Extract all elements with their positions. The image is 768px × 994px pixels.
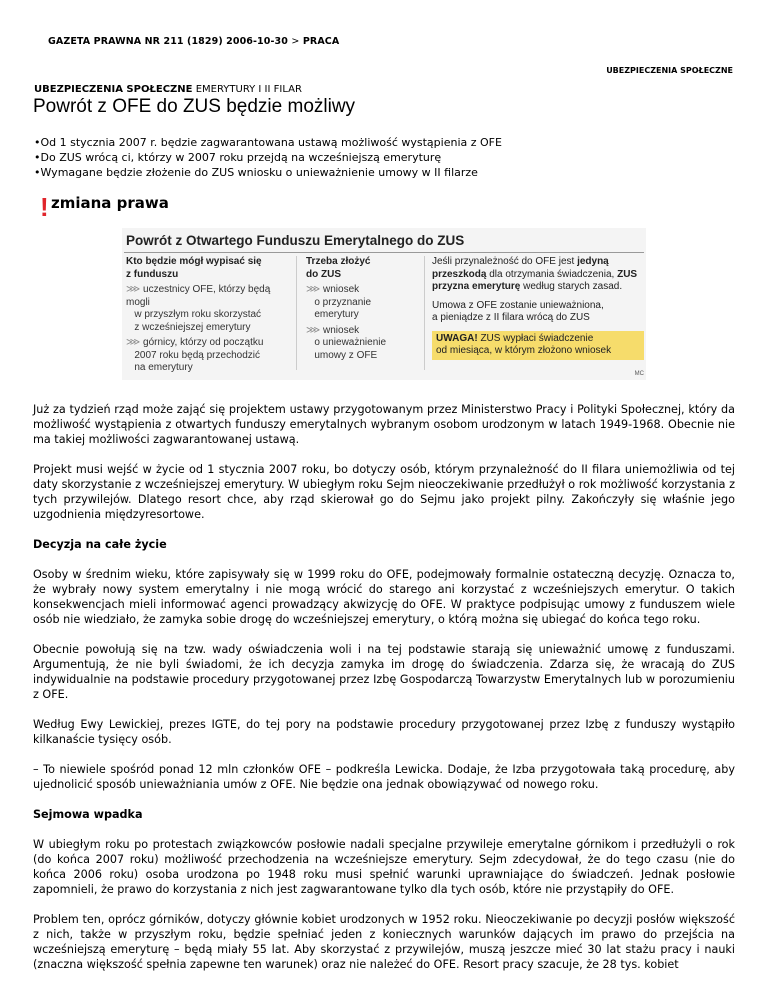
paragraph: W ubiegłym roku po protestach związkowców posłowie nadali specjalne przywileje emerytalne górnikom i przedłużyli o rok (do końca 2007 roku) możliwość przechodzenia na wcześniejsze emerytury. Sejm zdecydował, że do tego czasu (nie do końca 2006 roku) osoba urodzona po 1948 roku musi spełnić warunki uprawniające do świadczeń. Jednak posłowie zapomnieli, że prawo do korzystania z nich jest zagwarantowane tylko dla tych osób, które nie przystąpiły do OFE. — [33, 838, 735, 896]
breadcrumb — [48, 36, 339, 47]
article-title: Powrót z OFE do ZUS będzie możliwy — [33, 96, 356, 117]
lead-bullet: • Wymagane będzie złożenie do ZUS wniosku o unieważnienie umowy w II filarze — [34, 165, 502, 180]
kicker-subcategory: EMERYTURY I II FILAR — [195, 84, 302, 95]
arrow-bullet-icon: ⋙ — [306, 284, 321, 295]
publication-link[interactable]: GAZETA PRAWNA NR 211 (1829) 2006-10-30 — [48, 36, 288, 47]
required-documents-column — [306, 256, 418, 362]
infographic-divider — [124, 252, 644, 253]
outcome-paragraph: Jeśli przynależność do OFE jest jedyną przeszkodą dla otrzymania świadczenia, ZUS przyzna emeryturę według starych zasad. — [432, 256, 638, 292]
lead-bullets — [34, 135, 502, 180]
section-link[interactable]: PRACA — [302, 36, 340, 47]
column-heading: Kto będzie mógł wypisać się z funduszu — [126, 256, 262, 280]
column-divider — [424, 256, 425, 370]
article-kicker — [34, 84, 302, 95]
who-can-leave-column — [126, 256, 291, 375]
warning-label: UWAGA! — [436, 332, 478, 344]
column-divider — [296, 256, 297, 370]
section-label: UBEZPIECZENIA SPOŁECZNE — [606, 66, 733, 75]
exclamation-icon: ! — [40, 192, 49, 222]
document-item: ⋙ wniosek o przyznanie emerytury — [306, 284, 372, 320]
arrow-bullet-icon: ⋙ — [306, 324, 321, 336]
infographic-title: Powrót z Otwartego Funduszu Emerytalnego do ZUS — [126, 233, 465, 248]
lead-bullet: • Do ZUS wrócą ci, którzy w 2007 roku przejdą na wcześniejszą emeryturę — [34, 150, 502, 165]
paragraph: Problem ten, oprócz górników, dotyczy głównie kobiet urodzonych w 1952 roku. Nieoczekiwanie po decyzji posłów większość z nich, także w przyszłym roku, będzie spełniać jeden z koniecznych warunków dających im prawo do przejścia na wcześniejszą emeryturę – będą miały 55 lat. Aby skorzystać z przywilejów, muszą jeszcze mieć 30 lat stażu pracy i nauki (znaczna większość spełnia zapewne ten warunek) oraz nie należeć do OFE. Resort pracy szacuje, że 28 tys. kobiet — [33, 913, 735, 971]
arrow-bullet-icon: ⋙ — [126, 284, 141, 295]
subheading: Sejmowa wpadka — [33, 808, 143, 821]
paragraph: Już za tydzień rząd może zająć się projektem ustawy przygotowanym przez Ministerstwo Pracy i Polityki Społecznej, który da możliwość wystąpienia z otwartych funduszy emerytalnych wybranym osobom urodzonym w latach 1949-1968. Obecnie nie ma takiej możliwości zagwarantowanej ustawą. — [33, 403, 735, 446]
paragraph: Według Ewy Lewickiej, prezes IGTE, do tej pory na podstawie procedury przygotowanej przez Izbę z funduszy wystąpiło kilkanaście tysięcy osób. — [33, 718, 735, 746]
law-change-label: zmiana prawa — [51, 194, 169, 212]
outcome-column — [432, 256, 644, 360]
kicker-category: UBEZPIECZENIA SPOŁECZNE — [34, 84, 193, 95]
eligibility-item: ⋙ górnicy, którzy od początku 2007 roku będą przechodzić na emerytury — [126, 337, 264, 373]
paragraph: – To niewiele spośród ponad 12 mln członków OFE – podkreśla Lewicka. Dodaje, że Izba przygotowała taką procedurę, aby ujednolicić sposób unieważniania umów z OFE. Nie będzie ona jednak obowiązywać od nowego roku. — [33, 763, 735, 791]
breadcrumb-separator: > — [291, 36, 300, 47]
graphic-credit: MC — [634, 371, 644, 377]
subheading: Decyzja na całe życie — [33, 538, 167, 551]
eligibility-item: ⋙ uczestnicy OFE, którzy będą mogli w przyszłym roku skorzystać z wcześniejszej emerytury — [126, 284, 271, 333]
article-body — [33, 402, 735, 987]
outcome-paragraph: Umowa z OFE zostanie unieważniona, a pieniądze z II filara wrócą do ZUS — [432, 299, 604, 323]
lead-bullet: • Od 1 stycznia 2007 r. będzie zagwarantowana ustawą możliwość wystąpienia z OFE — [34, 135, 502, 150]
paragraph: Osoby w średnim wieku, które zapisywały się w 1999 roku do OFE, podejmowały formalnie ostateczną decyzję. Oznacza to, że wybrały nowy system emerytalny i nie mogą wrócić do starego ani korzystać z wcześniejszych emerytur. O takich konsekwencjach mieli informować agenci prowadzący akwizycję do OFE. W praktyce podpisując umowy z funduszem wiele osób nie wiedziało, że zamyka sobie drogę do wcześniejszej emerytury, o którą można się ubiegać do końca tego roku. — [33, 568, 735, 626]
paragraph: Projekt musi wejść w życie od 1 stycznia 2007 roku, bo dotyczy osób, którym przynależność do II filara uniemożliwia od tej daty skorzystanie z wcześniejszej emerytury. W ubiegłym roku Sejm nieoczekiwanie przedłużył o rok możliwość korzystania z tych przywilejów. Dlatego resort chce, aby rząd skierował go do Sejmu jako projekt pilny. Zakończyły się właśnie jego uzgodnienia międzyresortowe. — [33, 463, 735, 521]
document-item: ⋙ wniosek o unieważnienie umowy z OFE — [306, 324, 387, 361]
infographic-box — [122, 228, 646, 380]
paragraph: Obecnie powołują się na tzw. wady oświadczenia woli i na tej podstawie starają się unieważnić umowę z funduszami. Argumentują, że nie byli świadomi, że ich decyzja zamyka im drogę do świadczenia. Zdarza się, że wracają do ZUS indywidualnie na podstawie procedury przygotowanej przez Izbę Gospodarczą Towarzystw Emerytalnych lub w porozumieniu z OFE. — [33, 643, 735, 701]
column-heading: Trzeba złożyć do ZUS — [306, 256, 371, 280]
arrow-bullet-icon: ⋙ — [126, 337, 141, 348]
warning-box: UWAGA! ZUS wypłaci świadczenie od miesiąca, w którym złożono wniosek — [432, 331, 644, 360]
